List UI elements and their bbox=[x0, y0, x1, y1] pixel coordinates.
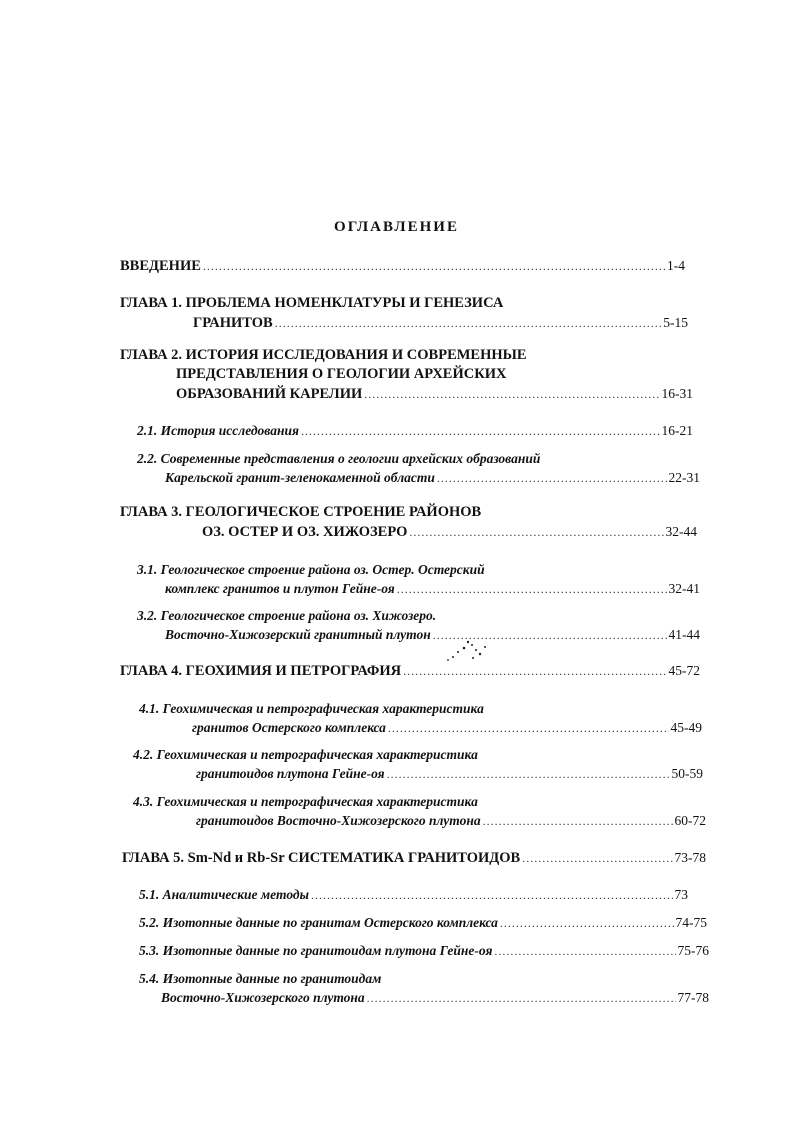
page-range: 41-44 bbox=[668, 627, 700, 642]
toc-entry-chapter-4 bbox=[120, 661, 700, 680]
toc-entry-section-4-1 bbox=[139, 699, 702, 737]
page-range: 1-4 bbox=[667, 258, 685, 273]
entry-title-cont: комплекс гранитов и плутон Гейне-оя bbox=[165, 581, 395, 596]
entry-title: 5.1. Аналитические методы bbox=[139, 887, 309, 902]
entry-title: 4.2. Геохимическая и петрографическая характеристика bbox=[133, 747, 478, 762]
toc-entry-chapter-2 bbox=[120, 346, 693, 403]
toc-title: ОГЛАВЛЕНИЕ bbox=[334, 219, 459, 235]
toc-entry-chapter-3 bbox=[120, 503, 697, 541]
toc-entry-section-4-3 bbox=[133, 792, 706, 830]
toc-entry-intro bbox=[120, 256, 685, 275]
entry-title: 5.3. Изотопные данные по гранитоидам плутона Гейне-оя bbox=[139, 943, 493, 958]
page-range: 75-76 bbox=[677, 943, 709, 958]
entry-title-cont: ПРЕДСТАВЛЕНИЯ О ГЕОЛОГИИ АРХЕЙСКИХ bbox=[176, 366, 507, 382]
page-range: 77-78 bbox=[677, 990, 709, 1005]
page-range: 60-72 bbox=[674, 813, 706, 828]
entry-title: ВВЕДЕНИЕ bbox=[120, 258, 201, 274]
toc-entry-section-5-1 bbox=[139, 885, 688, 904]
dot-leader bbox=[522, 849, 672, 868]
page-range: 22-31 bbox=[668, 470, 700, 485]
dot-leader bbox=[397, 580, 667, 599]
page-range: 73 bbox=[674, 887, 688, 902]
toc-entry-chapter-5 bbox=[122, 848, 706, 867]
dot-leader bbox=[367, 989, 676, 1008]
entry-title: 4.1. Геохимическая и петрографическая характеристика bbox=[139, 701, 484, 716]
entry-title: ГЛАВА 1. ПРОБЛЕМА НОМЕНКЛАТУРЫ И ГЕНЕЗИСА bbox=[120, 295, 504, 311]
page-range: 50-59 bbox=[671, 766, 703, 781]
entry-title-cont: ОБРАЗОВАНИЙ КАРЕЛИИ bbox=[176, 386, 363, 402]
entry-title: 5.4. Изотопные данные по гранитоидам bbox=[139, 971, 382, 986]
entry-title-cont: Восточно-Хижозерского плутона bbox=[161, 990, 365, 1005]
page-range: 32-41 bbox=[668, 581, 700, 596]
entry-title-cont: ОЗ. ОСТЕР И ОЗ. ХИЖОЗЕРО bbox=[202, 524, 408, 540]
entry-title: ГЛАВА 2. ИСТОРИЯ ИССЛЕДОВАНИЯ И СОВРЕМЕННЫЕ bbox=[120, 347, 527, 363]
toc-entry-section-5-2 bbox=[139, 913, 707, 932]
toc-entry-section-2-1 bbox=[137, 421, 693, 440]
page-range: 74-75 bbox=[675, 915, 707, 930]
dot-leader bbox=[483, 812, 673, 831]
dot-leader bbox=[364, 385, 659, 404]
entry-title: ГЛАВА 5. Sm-Nd и Rb-Sr СИСТЕМАТИКА ГРАНИТОИДОВ bbox=[122, 850, 521, 866]
dot-leader bbox=[437, 469, 667, 488]
page-range: 45-49 bbox=[670, 720, 702, 735]
entry-title-cont: Восточно-Хижозерский гранитный плутон bbox=[165, 627, 431, 642]
entry-title: 2.1. История исследования bbox=[137, 423, 299, 438]
entry-title: 2.2. Современные представления о геологии архейских образований bbox=[137, 451, 541, 466]
dot-leader bbox=[311, 886, 673, 905]
entry-title: 3.2. Геологическое строение района оз. Хижозеро. bbox=[137, 608, 437, 623]
entry-title-cont: гранитоидов Восточно-Хижозерского плутона bbox=[196, 813, 481, 828]
toc-entry-section-5-4 bbox=[139, 969, 709, 1007]
dot-leader bbox=[275, 314, 662, 333]
entry-title: ГЛАВА 4. ГЕОХИМИЯ И ПЕТРОГРАФИЯ bbox=[120, 663, 402, 679]
dot-leader bbox=[494, 942, 675, 961]
page-range: 45-72 bbox=[668, 663, 700, 678]
page-range: 73-78 bbox=[674, 850, 706, 865]
entry-title-cont: гранитов Остерского комплекса bbox=[192, 720, 386, 735]
entry-title-cont: Карельской гранит-зеленокаменной области bbox=[165, 470, 435, 485]
page-range: 16-31 bbox=[661, 386, 693, 401]
dot-leader bbox=[403, 662, 666, 681]
toc-entry-chapter-1 bbox=[120, 294, 688, 332]
entry-title: 5.2. Изотопные данные по гранитам Остерского комплекса bbox=[139, 915, 498, 930]
toc-entry-section-3-1 bbox=[137, 560, 700, 598]
dot-leader bbox=[301, 422, 660, 441]
dot-leader bbox=[500, 914, 674, 933]
dot-leader bbox=[387, 765, 670, 784]
toc-entry-section-4-2 bbox=[133, 745, 703, 783]
entry-title: ГЛАВА 3. ГЕОЛОГИЧЕСКОЕ СТРОЕНИЕ РАЙОНОВ bbox=[120, 504, 482, 520]
dot-leader bbox=[203, 257, 665, 276]
toc-entry-section-5-3 bbox=[139, 941, 709, 960]
dot-leader bbox=[409, 523, 663, 542]
page-range: 16-21 bbox=[661, 423, 693, 438]
toc-entry-section-2-2 bbox=[137, 449, 700, 487]
page-range: 5-15 bbox=[663, 315, 688, 330]
dot-leader bbox=[388, 719, 669, 738]
toc-entry-section-3-2 bbox=[137, 606, 700, 644]
entry-title: 3.1. Геологическое строение района оз. Остер. Остерский bbox=[137, 562, 485, 577]
page-range: 32-44 bbox=[665, 524, 697, 539]
entry-title-cont: гранитоидов плутона Гейне-оя bbox=[196, 766, 385, 781]
entry-title-cont: ГРАНИТОВ bbox=[193, 315, 273, 331]
entry-title: 4.3. Геохимическая и петрографическая характеристика bbox=[133, 794, 478, 809]
